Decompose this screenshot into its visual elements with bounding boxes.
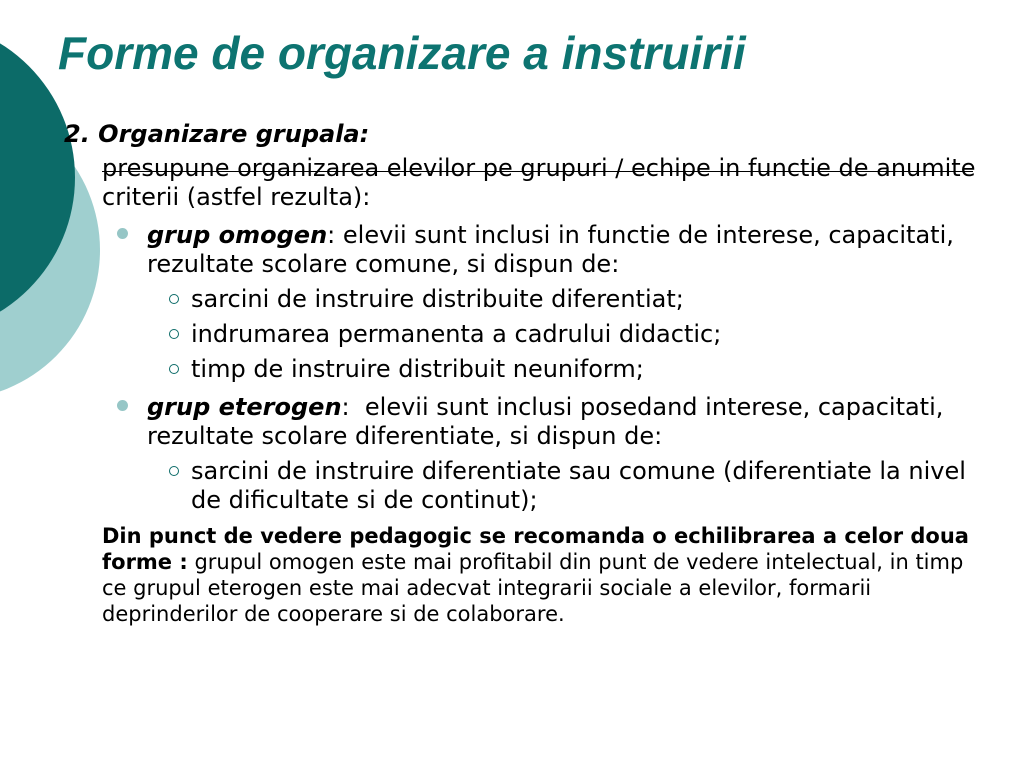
sub-item <box>191 457 979 515</box>
slide-title: Forme de organizare a instruirii <box>58 27 746 79</box>
sub-item-text: sarcini de instruire distribuite diferentiat; <box>191 285 684 313</box>
group-item-eterogen <box>147 393 979 451</box>
circle-bullet-icon <box>169 364 179 374</box>
circle-bullet-icon <box>169 294 179 304</box>
group-separator: : <box>341 393 350 421</box>
sub-item <box>191 320 979 349</box>
group-description: elevii sunt inclusi in functie de interese, capacitati, rezultate scolare comune, si dispun de: <box>147 221 954 278</box>
group-term: grup eterogen <box>147 393 342 421</box>
section-heading: 2. Organizare grupala: <box>64 120 370 148</box>
bullet-icon <box>117 228 128 239</box>
sub-item <box>191 355 979 384</box>
group-separator: : <box>327 221 336 249</box>
sub-item-text: timp de instruire distribuit neuniform; <box>191 355 644 383</box>
slide-content <box>64 120 979 627</box>
bullet-icon <box>117 400 128 411</box>
sub-item <box>191 285 979 314</box>
conclusion-bold: Din punct de vedere pedagogic se recomanda o echilibrarea a celor doua forme : <box>102 524 969 574</box>
circle-bullet-icon <box>169 466 179 476</box>
circle-bullet-icon <box>169 329 179 339</box>
conclusion-paragraph <box>102 523 979 627</box>
group-term: grup omogen <box>147 221 328 249</box>
intro-paragraph: presupune organizarea elevilor pe grupuri / echipe in functie de anumite criterii (astfel rezulta): <box>102 154 976 211</box>
conclusion-text: grupul omogen este mai profitabil din punt de vedere intelectual, in timp ce grupul eterogen este mai adecvat integrarii sociale a elevilor, formarii deprinderilor de cooperare si de colaborare. <box>102 550 964 626</box>
group-description: elevii sunt inclusi posedand interese, capacitati, rezultate scolare diferentiate, si dispun de: <box>147 393 952 450</box>
sub-item-text: indrumarea permanenta a cadrului didactic; <box>191 320 722 348</box>
sub-item-text: sarcini de instruire diferentiate sau comune (diferentiate la nivel de dificultate si de continut); <box>191 457 966 514</box>
group-item-omogen <box>147 221 979 279</box>
